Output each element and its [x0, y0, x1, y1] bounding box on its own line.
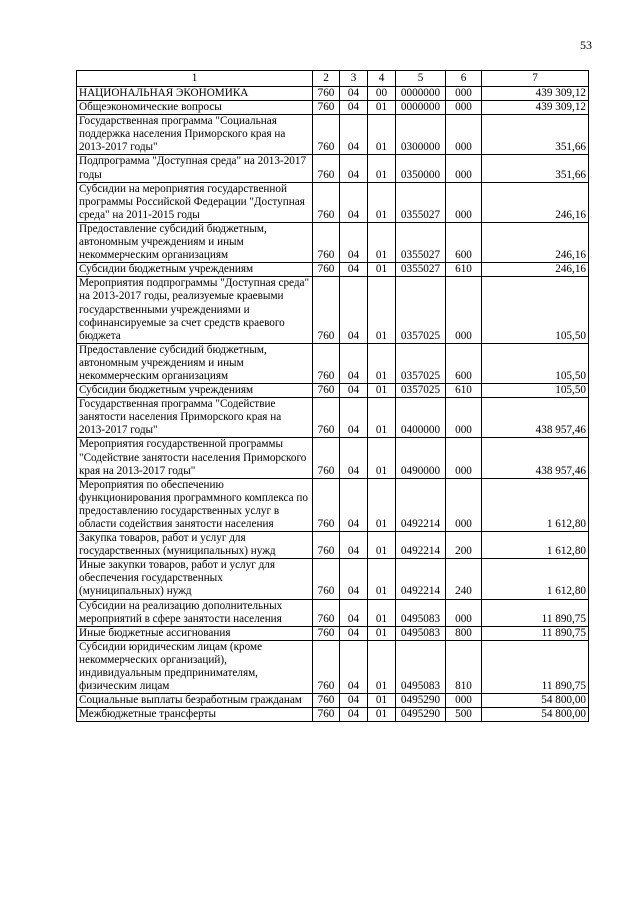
amount-cell: 54 800,00	[482, 694, 589, 708]
subsection-code-cell: 01	[368, 438, 396, 478]
target-article-cell: 0492214	[396, 532, 446, 559]
subsection-code-cell: 01	[368, 559, 396, 599]
subsection-code-cell: 01	[368, 708, 396, 722]
admin-code-cell: 760	[313, 640, 340, 693]
amount-cell: 438 957,46	[482, 398, 589, 438]
subsection-code-cell: 01	[368, 384, 396, 398]
amount-cell: 54 800,00	[482, 708, 589, 722]
admin-code-cell: 760	[313, 87, 340, 101]
subsection-code-cell: 01	[368, 155, 396, 182]
table-row	[77, 182, 589, 222]
section-code-cell: 04	[340, 115, 368, 155]
row-name-cell: Субсидии на реализацию дополнительных мероприятий в сфере занятости населения	[77, 599, 313, 626]
row-name-cell: Предоставление субсидий бюджетным, автономным учреждениям и иным некоммерческим организациям	[77, 343, 313, 383]
expense-type-cell: 000	[446, 694, 482, 708]
amount-cell: 105,50	[482, 277, 589, 343]
row-name-cell: Субсидии юридическим лицам (кроме некоммерческих организаций), индивидуальным предпринимателям, физическим лицам	[77, 640, 313, 693]
section-code-cell: 04	[340, 438, 368, 478]
subsection-code-cell: 00	[368, 87, 396, 101]
target-article-cell: 0355027	[396, 222, 446, 262]
row-name-cell: Мероприятия по обеспечению функционирования программного комплекса по предоставлению государственных услуг в области содействия занятости населения	[77, 478, 313, 531]
column-header: 6	[446, 71, 482, 87]
row-name-cell: НАЦИОНАЛЬНАЯ ЭКОНОМИКА	[77, 87, 313, 101]
expense-type-cell: 600	[446, 222, 482, 262]
amount-cell: 1 612,80	[482, 478, 589, 531]
expense-type-cell: 000	[446, 277, 482, 343]
admin-code-cell: 760	[313, 626, 340, 640]
subsection-code-cell: 01	[368, 182, 396, 222]
table-row	[77, 277, 589, 343]
target-article-cell: 0355027	[396, 263, 446, 277]
table-row	[77, 478, 589, 531]
row-name-cell: Общеэкономические вопросы	[77, 101, 313, 115]
admin-code-cell: 760	[313, 398, 340, 438]
section-code-cell: 04	[340, 222, 368, 262]
row-name-cell: Мероприятия подпрограммы "Доступная среда" на 2013-2017 годы, реализуемые краевыми государственными учреждениями и софинансируемые за счет средств краевого бюджета	[77, 277, 313, 343]
target-article-cell: 0495083	[396, 626, 446, 640]
admin-code-cell: 760	[313, 277, 340, 343]
column-header: 4	[368, 71, 396, 87]
amount-cell: 439 309,12	[482, 101, 589, 115]
expense-type-cell: 000	[446, 115, 482, 155]
row-name-cell: Иные бюджетные ассигнования	[77, 626, 313, 640]
target-article-cell: 0490000	[396, 438, 446, 478]
admin-code-cell: 760	[313, 222, 340, 262]
section-code-cell: 04	[340, 263, 368, 277]
target-article-cell: 0357025	[396, 384, 446, 398]
subsection-code-cell: 01	[368, 599, 396, 626]
expense-type-cell: 610	[446, 384, 482, 398]
admin-code-cell: 760	[313, 559, 340, 599]
row-name-cell: Субсидии на мероприятия государственной программы Российской Федерации "Доступная среда" на 2011-2015 годы	[77, 182, 313, 222]
table-row	[77, 222, 589, 262]
admin-code-cell: 760	[313, 438, 340, 478]
table-row	[77, 101, 589, 115]
table-row	[77, 155, 589, 182]
section-code-cell: 04	[340, 626, 368, 640]
admin-code-cell: 760	[313, 263, 340, 277]
amount-cell: 246,16	[482, 222, 589, 262]
target-article-cell: 0400000	[396, 398, 446, 438]
row-name-cell: Закупка товаров, работ и услуг для государственных (муниципальных) нужд	[77, 532, 313, 559]
section-code-cell: 04	[340, 532, 368, 559]
row-name-cell: Предоставление субсидий бюджетным, автономным учреждениям и иным некоммерческим организациям	[77, 222, 313, 262]
row-name-cell: Подпрограмма "Доступная среда" на 2013-2017 годы	[77, 155, 313, 182]
page-number: 53	[580, 38, 592, 52]
section-code-cell: 04	[340, 155, 368, 182]
column-header: 3	[340, 71, 368, 87]
section-code-cell: 04	[340, 343, 368, 383]
section-code-cell: 04	[340, 101, 368, 115]
admin-code-cell: 760	[313, 343, 340, 383]
row-name-cell: Государственная программа "Социальная поддержка населения Приморского края на 2013-2017 годы"	[77, 115, 313, 155]
column-header: 7	[482, 71, 589, 87]
expense-type-cell: 000	[446, 478, 482, 531]
expense-type-cell: 800	[446, 626, 482, 640]
table-row	[77, 87, 589, 101]
table-row	[77, 694, 589, 708]
amount-cell: 246,16	[482, 263, 589, 277]
target-article-cell: 0000000	[396, 101, 446, 115]
expense-type-cell: 000	[446, 182, 482, 222]
row-name-cell: Социальные выплаты безработным гражданам	[77, 694, 313, 708]
table-row	[77, 708, 589, 722]
table-row	[77, 640, 589, 693]
amount-cell: 246,16	[482, 182, 589, 222]
admin-code-cell: 760	[313, 155, 340, 182]
expense-type-cell: 240	[446, 559, 482, 599]
amount-cell: 105,50	[482, 343, 589, 383]
budget-table	[76, 70, 589, 722]
amount-cell: 351,66	[482, 155, 589, 182]
subsection-code-cell: 01	[368, 640, 396, 693]
row-name-cell: Субсидии бюджетным учреждениям	[77, 384, 313, 398]
amount-cell: 1 612,80	[482, 532, 589, 559]
section-code-cell: 04	[340, 478, 368, 531]
section-code-cell: 04	[340, 384, 368, 398]
admin-code-cell: 760	[313, 694, 340, 708]
section-code-cell: 04	[340, 182, 368, 222]
subsection-code-cell: 01	[368, 101, 396, 115]
admin-code-cell: 760	[313, 532, 340, 559]
table-row	[77, 384, 589, 398]
target-article-cell: 0357025	[396, 343, 446, 383]
target-article-cell: 0495083	[396, 640, 446, 693]
amount-cell: 351,66	[482, 115, 589, 155]
subsection-code-cell: 01	[368, 222, 396, 262]
subsection-code-cell: 01	[368, 263, 396, 277]
admin-code-cell: 760	[313, 599, 340, 626]
amount-cell: 11 890,75	[482, 599, 589, 626]
column-header: 5	[396, 71, 446, 87]
expense-type-cell: 000	[446, 101, 482, 115]
amount-cell: 105,50	[482, 384, 589, 398]
row-name-cell: Межбюджетные трансферты	[77, 708, 313, 722]
section-code-cell: 04	[340, 559, 368, 599]
amount-cell: 439 309,12	[482, 87, 589, 101]
expense-type-cell: 000	[446, 155, 482, 182]
admin-code-cell: 760	[313, 478, 340, 531]
admin-code-cell: 760	[313, 182, 340, 222]
table-row	[77, 599, 589, 626]
table-row	[77, 559, 589, 599]
section-code-cell: 04	[340, 277, 368, 343]
subsection-code-cell: 01	[368, 277, 396, 343]
table-row	[77, 532, 589, 559]
expense-type-cell: 810	[446, 640, 482, 693]
target-article-cell: 0350000	[396, 155, 446, 182]
subsection-code-cell: 01	[368, 398, 396, 438]
subsection-code-cell: 01	[368, 532, 396, 559]
subsection-code-cell: 01	[368, 626, 396, 640]
target-article-cell: 0492214	[396, 478, 446, 531]
expense-type-cell: 600	[446, 343, 482, 383]
admin-code-cell: 760	[313, 708, 340, 722]
admin-code-cell: 760	[313, 115, 340, 155]
table-row	[77, 398, 589, 438]
section-code-cell: 04	[340, 599, 368, 626]
column-header: 2	[313, 71, 340, 87]
expense-type-cell: 610	[446, 263, 482, 277]
admin-code-cell: 760	[313, 384, 340, 398]
table-row	[77, 343, 589, 383]
table-row	[77, 438, 589, 478]
row-name-cell: Государственная программа "Содействие занятости населения Приморского края на 2013-2017 годы"	[77, 398, 313, 438]
column-header: 1	[77, 71, 313, 87]
row-name-cell: Иные закупки товаров, работ и услуг для обеспечения государственных (муниципальных) нужд	[77, 559, 313, 599]
amount-cell: 11 890,75	[482, 626, 589, 640]
expense-type-cell: 000	[446, 398, 482, 438]
subsection-code-cell: 01	[368, 478, 396, 531]
target-article-cell: 0000000	[396, 87, 446, 101]
amount-cell: 1 612,80	[482, 559, 589, 599]
expense-type-cell: 000	[446, 599, 482, 626]
amount-cell: 438 957,46	[482, 438, 589, 478]
expense-type-cell: 500	[446, 708, 482, 722]
subsection-code-cell: 01	[368, 115, 396, 155]
expense-type-cell: 200	[446, 532, 482, 559]
table-row	[77, 115, 589, 155]
section-code-cell: 04	[340, 640, 368, 693]
expense-type-cell: 000	[446, 438, 482, 478]
target-article-cell: 0495083	[396, 599, 446, 626]
expense-type-cell: 000	[446, 87, 482, 101]
target-article-cell: 0300000	[396, 115, 446, 155]
target-article-cell: 0355027	[396, 182, 446, 222]
target-article-cell: 0357025	[396, 277, 446, 343]
section-code-cell: 04	[340, 694, 368, 708]
row-name-cell: Мероприятия государственной программы "Содействие занятости населения Приморского края на 2013-2017 годы"	[77, 438, 313, 478]
header-row	[77, 71, 589, 87]
row-name-cell: Субсидии бюджетным учреждениям	[77, 263, 313, 277]
admin-code-cell: 760	[313, 101, 340, 115]
table-row	[77, 263, 589, 277]
section-code-cell: 04	[340, 87, 368, 101]
section-code-cell: 04	[340, 398, 368, 438]
target-article-cell: 0495290	[396, 694, 446, 708]
amount-cell: 11 890,75	[482, 640, 589, 693]
table-row	[77, 626, 589, 640]
target-article-cell: 0492214	[396, 559, 446, 599]
target-article-cell: 0495290	[396, 708, 446, 722]
subsection-code-cell: 01	[368, 694, 396, 708]
subsection-code-cell: 01	[368, 343, 396, 383]
section-code-cell: 04	[340, 708, 368, 722]
